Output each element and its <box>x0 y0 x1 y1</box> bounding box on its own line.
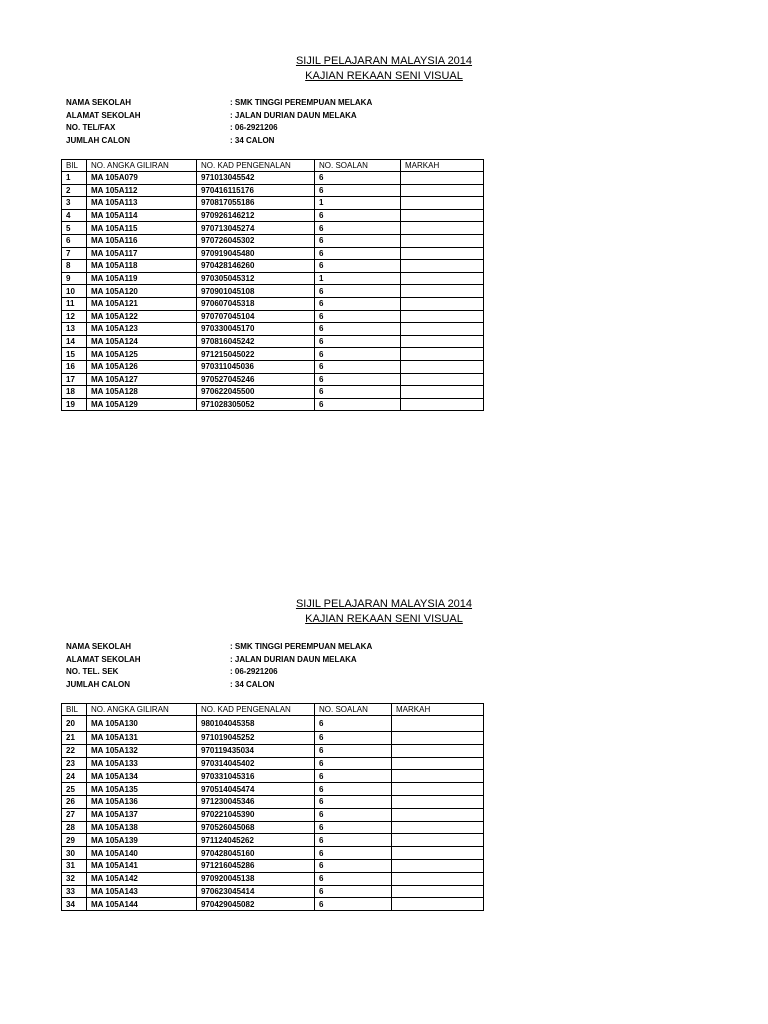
column-header-index-number: NO. ANGKA GILIRAN <box>87 160 197 172</box>
cell-marks <box>401 398 484 411</box>
table-row <box>62 757 484 770</box>
cell-ic-number: 970920045138 <box>197 872 315 885</box>
cell-question-number: 6 <box>315 234 401 247</box>
info-row-phone: NO. TEL/FAX : 06-2921206 <box>66 123 278 132</box>
table-row <box>62 285 484 298</box>
cell-marks <box>401 335 484 348</box>
cell-index-number: MA 105A120 <box>87 285 197 298</box>
table-row <box>62 310 484 323</box>
cell-marks <box>401 323 484 336</box>
cell-bil: 11 <box>62 297 87 310</box>
cell-bil: 22 <box>62 744 87 757</box>
cell-marks <box>401 172 484 185</box>
cell-index-number: MA 105A079 <box>87 172 197 185</box>
column-header-question-number: NO. SOALAN <box>315 704 392 716</box>
cell-marks <box>392 795 484 808</box>
cell-marks <box>401 373 484 386</box>
cell-question-number: 6 <box>315 335 401 348</box>
cell-ic-number: 970311045036 <box>197 360 315 373</box>
cell-marks <box>392 859 484 872</box>
info-row-school-name: NAMA SEKOLAH : SMK TINGGI PEREMPUAN MELAKA <box>66 98 373 107</box>
cell-ic-number: 970726045302 <box>197 234 315 247</box>
cell-question-number: 6 <box>315 247 401 260</box>
info-row-address: ALAMAT SEKOLAH : JALAN DURIAN DAUN MELAKA <box>66 654 357 664</box>
cell-bil: 32 <box>62 872 87 885</box>
cell-ic-number: 971215045022 <box>197 348 315 361</box>
cell-index-number: MA 105A126 <box>87 360 197 373</box>
cell-ic-number: 970526045068 <box>197 821 315 834</box>
info-row-school-name: NAMA SEKOLAH : SMK TINGGI PEREMPUAN MELAKA <box>66 642 373 651</box>
cell-bil: 31 <box>62 859 87 872</box>
cell-question-number: 6 <box>315 323 401 336</box>
table-row <box>62 859 484 872</box>
cell-marks <box>401 197 484 210</box>
cell-bil: 33 <box>62 885 87 898</box>
cell-marks <box>392 821 484 834</box>
cell-marks <box>401 297 484 310</box>
cell-question-number: 6 <box>315 744 392 757</box>
cell-index-number: MA 105A131 <box>87 732 197 745</box>
cell-question-number: 6 <box>315 373 401 386</box>
cell-question-number: 1 <box>315 272 401 285</box>
cell-index-number: MA 105A123 <box>87 323 197 336</box>
cell-marks <box>401 234 484 247</box>
column-header-marks: MARKAH <box>401 160 484 172</box>
cell-index-number: MA 105A114 <box>87 209 197 222</box>
cell-bil: 2 <box>62 184 87 197</box>
cell-bil: 18 <box>62 386 87 399</box>
cell-marks <box>392 898 484 911</box>
table-row <box>62 234 484 247</box>
cell-question-number: 6 <box>315 348 401 361</box>
cell-bil: 30 <box>62 847 87 860</box>
candidate-table <box>61 159 484 411</box>
school-info <box>66 641 372 691</box>
cell-index-number: MA 105A143 <box>87 885 197 898</box>
cell-ic-number: 970330045170 <box>197 323 315 336</box>
cell-marks <box>401 260 484 273</box>
table-row <box>62 783 484 796</box>
cell-marks <box>392 834 484 847</box>
cell-question-number: 6 <box>315 297 401 310</box>
table-row <box>62 821 484 834</box>
cell-marks <box>401 184 484 197</box>
cell-ic-number: 970428045160 <box>197 847 315 860</box>
cell-question-number: 6 <box>315 732 392 745</box>
cell-marks <box>401 386 484 399</box>
cell-ic-number: 970707045104 <box>197 310 315 323</box>
cell-index-number: MA 105A115 <box>87 222 197 235</box>
cell-bil: 5 <box>62 222 87 235</box>
cell-marks <box>401 310 484 323</box>
cell-question-number: 6 <box>315 834 392 847</box>
cell-question-number: 6 <box>315 770 392 783</box>
table-row <box>62 795 484 808</box>
cell-ic-number: 970607045318 <box>197 297 315 310</box>
cell-question-number: 6 <box>315 310 401 323</box>
cell-ic-number: 970527045246 <box>197 373 315 386</box>
cell-question-number: 6 <box>315 757 392 770</box>
column-header-bil: BIL <box>62 160 87 172</box>
cell-question-number: 6 <box>315 184 401 197</box>
cell-question-number: 6 <box>315 872 392 885</box>
cell-marks <box>392 783 484 796</box>
cell-question-number: 6 <box>315 398 401 411</box>
cell-index-number: MA 105A127 <box>87 373 197 386</box>
table-row <box>62 348 484 361</box>
cell-marks <box>401 222 484 235</box>
cell-index-number: MA 105A113 <box>87 197 197 210</box>
cell-question-number: 1 <box>315 197 401 210</box>
cell-ic-number: 970416115176 <box>197 184 315 197</box>
cell-marks <box>401 360 484 373</box>
column-header-index-number: NO. ANGKA GILIRAN <box>87 704 197 716</box>
column-header-marks: MARKAH <box>392 704 484 716</box>
cell-marks <box>401 272 484 285</box>
table-row <box>62 885 484 898</box>
cell-question-number: 6 <box>315 847 392 860</box>
cell-bil: 27 <box>62 808 87 821</box>
table-row <box>62 770 484 783</box>
cell-ic-number: 971230045346 <box>197 795 315 808</box>
cell-index-number: MA 105A133 <box>87 757 197 770</box>
cell-ic-number: 970926146212 <box>197 209 315 222</box>
cell-index-number: MA 105A132 <box>87 744 197 757</box>
cell-ic-number: 970901045108 <box>197 285 315 298</box>
candidate-table <box>61 703 484 911</box>
cell-bil: 34 <box>62 898 87 911</box>
cell-question-number: 6 <box>315 716 392 732</box>
table-row <box>62 386 484 399</box>
cell-ic-number: 971216045286 <box>197 859 315 872</box>
table-row <box>62 872 484 885</box>
cell-ic-number: 971019045252 <box>197 732 315 745</box>
info-row-candidates: JUMLAH CALON : 34 CALON <box>66 135 275 145</box>
cell-bil: 26 <box>62 795 87 808</box>
table-row <box>62 222 484 235</box>
sheet-title: SIJIL PELAJARAN MALAYSIA 2014 <box>295 598 473 610</box>
cell-index-number: MA 105A128 <box>87 386 197 399</box>
cell-bil: 3 <box>62 197 87 210</box>
cell-marks <box>401 247 484 260</box>
cell-question-number: 6 <box>315 260 401 273</box>
cell-bil: 10 <box>62 285 87 298</box>
table-row <box>62 184 484 197</box>
cell-question-number: 6 <box>315 360 401 373</box>
cell-index-number: MA 105A122 <box>87 310 197 323</box>
cell-marks <box>401 348 484 361</box>
cell-bil: 16 <box>62 360 87 373</box>
cell-index-number: MA 105A136 <box>87 795 197 808</box>
cell-ic-number: 971013045542 <box>197 172 315 185</box>
cell-index-number: MA 105A124 <box>87 335 197 348</box>
cell-ic-number: 970713045274 <box>197 222 315 235</box>
cell-bil: 17 <box>62 373 87 386</box>
cell-ic-number: 970314045402 <box>197 757 315 770</box>
info-row-phone: NO. TEL. SEK : 06-2921206 <box>66 667 278 676</box>
cell-ic-number: 970623045414 <box>197 885 315 898</box>
table-row <box>62 197 484 210</box>
cell-index-number: MA 105A118 <box>87 260 197 273</box>
column-header-ic-number: NO. KAD PENGENALAN <box>197 704 315 716</box>
table-row <box>62 260 484 273</box>
column-header-ic-number: NO. KAD PENGENALAN <box>197 160 315 172</box>
table-row <box>62 209 484 222</box>
table-row <box>62 373 484 386</box>
cell-bil: 9 <box>62 272 87 285</box>
cell-ic-number: 970428146260 <box>197 260 315 273</box>
info-row-candidates: JUMLAH CALON : 34 CALON <box>66 679 275 689</box>
cell-marks <box>401 285 484 298</box>
table-row <box>62 898 484 911</box>
cell-question-number: 6 <box>315 172 401 185</box>
cell-ic-number: 971028305052 <box>197 398 315 411</box>
cell-question-number: 6 <box>315 795 392 808</box>
cell-ic-number: 970305045312 <box>197 272 315 285</box>
cell-marks <box>401 209 484 222</box>
cell-index-number: MA 105A116 <box>87 234 197 247</box>
cell-index-number: MA 105A119 <box>87 272 197 285</box>
cell-bil: 4 <box>62 209 87 222</box>
cell-bil: 21 <box>62 732 87 745</box>
cell-bil: 6 <box>62 234 87 247</box>
cell-marks <box>392 757 484 770</box>
cell-bil: 28 <box>62 821 87 834</box>
cell-marks <box>392 716 484 732</box>
cell-bil: 20 <box>62 716 87 732</box>
cell-marks <box>392 770 484 783</box>
cell-index-number: MA 105A135 <box>87 783 197 796</box>
cell-bil: 24 <box>62 770 87 783</box>
cell-bil: 25 <box>62 783 87 796</box>
cell-ic-number: 970817055186 <box>197 197 315 210</box>
cell-ic-number: 970221045390 <box>197 808 315 821</box>
table-row <box>62 272 484 285</box>
cell-bil: 15 <box>62 348 87 361</box>
cell-question-number: 6 <box>315 222 401 235</box>
table-row <box>62 247 484 260</box>
cell-question-number: 6 <box>315 386 401 399</box>
cell-index-number: MA 105A112 <box>87 184 197 197</box>
cell-bil: 7 <box>62 247 87 260</box>
cell-question-number: 6 <box>315 898 392 911</box>
table-row <box>62 744 484 757</box>
cell-index-number: MA 105A138 <box>87 821 197 834</box>
cell-question-number: 6 <box>315 209 401 222</box>
cell-ic-number: 970816045242 <box>197 335 315 348</box>
cell-marks <box>392 808 484 821</box>
cell-index-number: MA 105A140 <box>87 847 197 860</box>
sheet-subtitle: KAJIAN REKAAN SENI VISUAL <box>305 70 463 82</box>
cell-index-number: MA 105A142 <box>87 872 197 885</box>
table-row <box>62 732 484 745</box>
cell-bil: 12 <box>62 310 87 323</box>
cell-ic-number: 970429045082 <box>197 898 315 911</box>
cell-ic-number: 970622045500 <box>197 386 315 399</box>
sheet-title: SIJIL PELAJARAN MALAYSIA 2014 <box>295 55 473 67</box>
table-row <box>62 335 484 348</box>
cell-question-number: 6 <box>315 859 392 872</box>
cell-index-number: MA 105A144 <box>87 898 197 911</box>
cell-bil: 8 <box>62 260 87 273</box>
cell-ic-number: 970919045480 <box>197 247 315 260</box>
cell-question-number: 6 <box>315 808 392 821</box>
column-header-bil: BIL <box>62 704 87 716</box>
cell-ic-number: 980104045358 <box>197 716 315 732</box>
cell-bil: 1 <box>62 172 87 185</box>
cell-question-number: 6 <box>315 885 392 898</box>
cell-index-number: MA 105A129 <box>87 398 197 411</box>
column-header-question-number: NO. SOALAN <box>315 160 401 172</box>
cell-index-number: MA 105A137 <box>87 808 197 821</box>
table-row <box>62 297 484 310</box>
cell-question-number: 6 <box>315 783 392 796</box>
table-row <box>62 834 484 847</box>
table-row <box>62 172 484 185</box>
table-row <box>62 716 484 732</box>
cell-marks <box>392 847 484 860</box>
cell-bil: 13 <box>62 323 87 336</box>
cell-index-number: MA 105A121 <box>87 297 197 310</box>
cell-marks <box>392 732 484 745</box>
cell-index-number: MA 105A125 <box>87 348 197 361</box>
cell-question-number: 6 <box>315 821 392 834</box>
cell-index-number: MA 105A134 <box>87 770 197 783</box>
cell-marks <box>392 744 484 757</box>
cell-index-number: MA 105A139 <box>87 834 197 847</box>
cell-bil: 19 <box>62 398 87 411</box>
school-info <box>66 97 372 147</box>
info-row-address: ALAMAT SEKOLAH : JALAN DURIAN DAUN MELAKA <box>66 110 357 120</box>
cell-bil: 14 <box>62 335 87 348</box>
table-row <box>62 360 484 373</box>
cell-index-number: MA 105A141 <box>87 859 197 872</box>
cell-ic-number: 970331045316 <box>197 770 315 783</box>
cell-bil: 29 <box>62 834 87 847</box>
cell-question-number: 6 <box>315 285 401 298</box>
table-row <box>62 847 484 860</box>
cell-bil: 23 <box>62 757 87 770</box>
cell-index-number: MA 105A130 <box>87 716 197 732</box>
cell-marks <box>392 872 484 885</box>
cell-ic-number: 970119435034 <box>197 744 315 757</box>
cell-marks <box>392 885 484 898</box>
table-row <box>62 398 484 411</box>
cell-ic-number: 971124045262 <box>197 834 315 847</box>
cell-ic-number: 970514045474 <box>197 783 315 796</box>
cell-index-number: MA 105A117 <box>87 247 197 260</box>
sheet-subtitle: KAJIAN REKAAN SENI VISUAL <box>305 613 463 625</box>
table-row <box>62 808 484 821</box>
table-row <box>62 323 484 336</box>
